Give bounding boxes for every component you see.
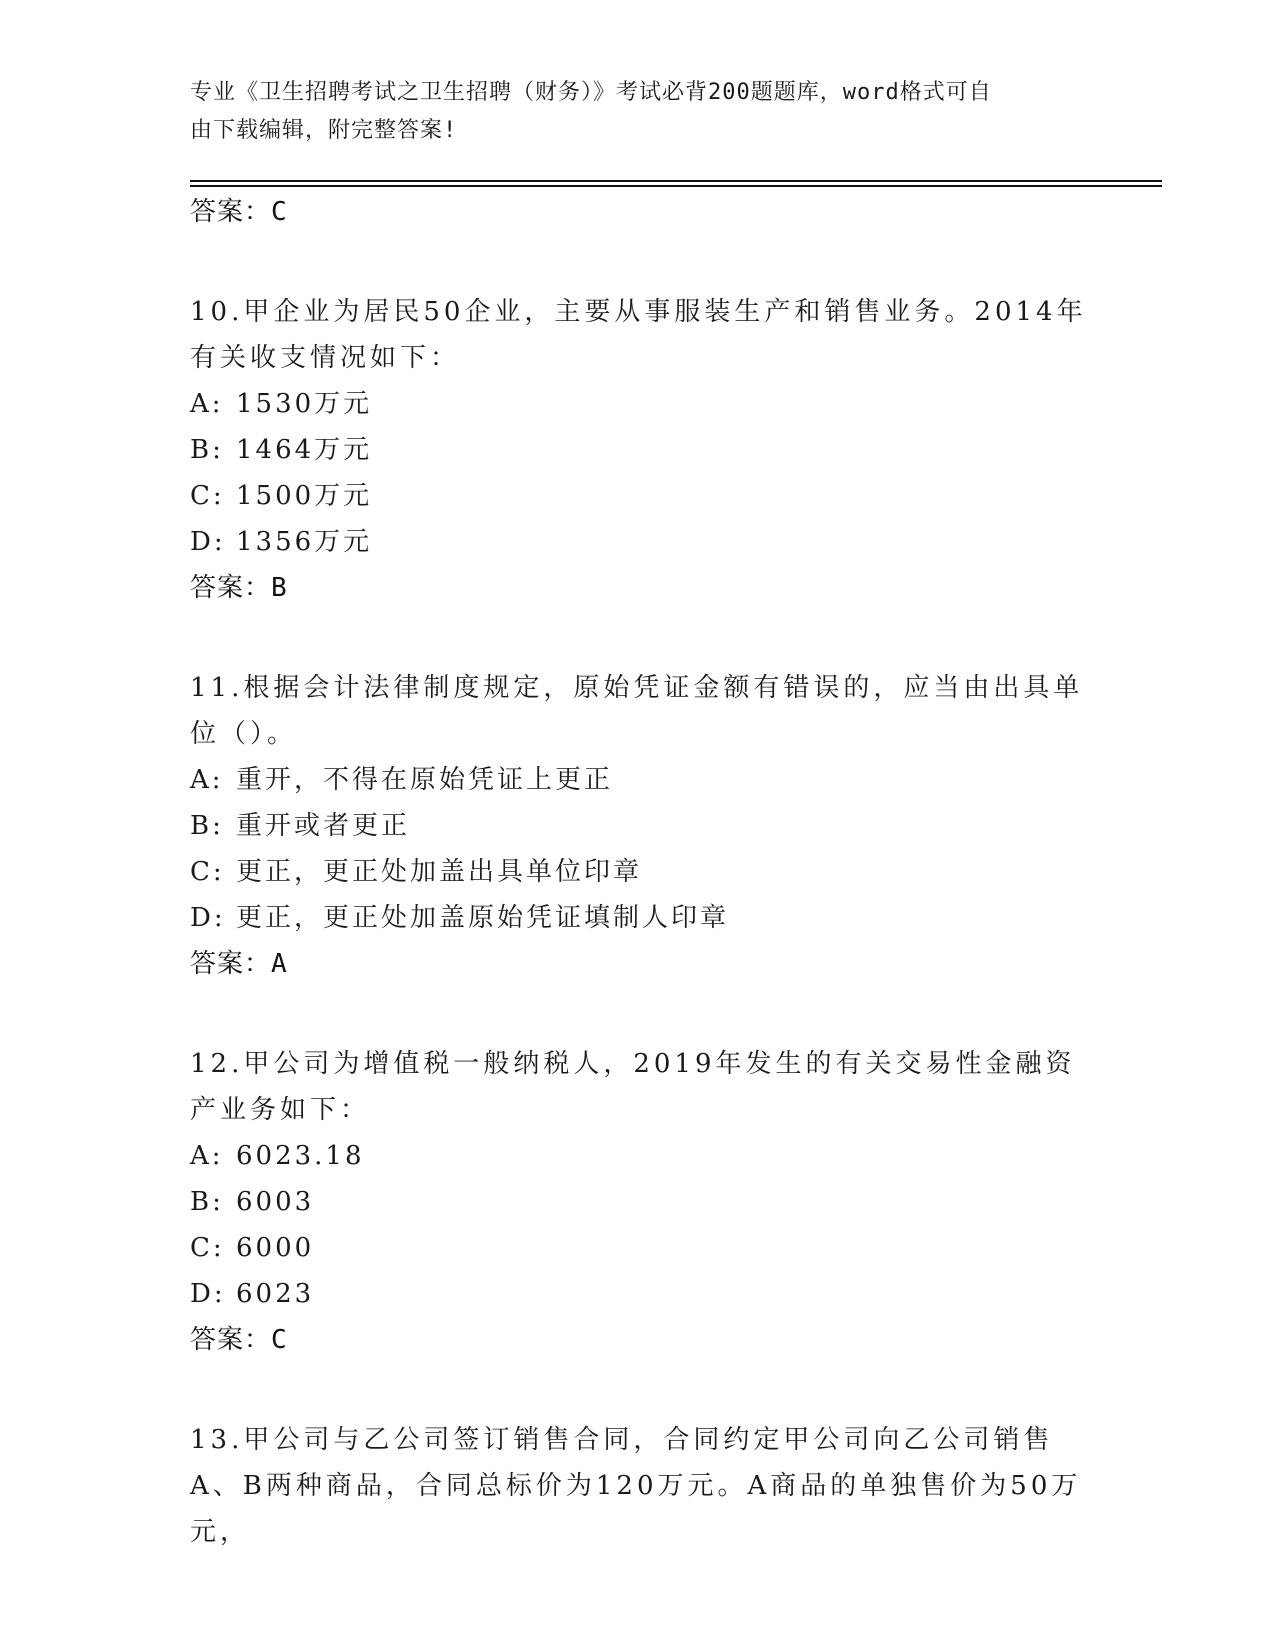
option-d [190,519,1090,565]
option-text: 6023.18 [236,1141,365,1171]
document-header [190,74,1090,150]
question-item [190,665,1090,987]
option-text: 更正，更正处加盖原始凭证填制人印章 [236,903,730,933]
option-text: 1500万元 [236,481,373,511]
option-text: 1356万元 [236,527,373,557]
answer-label: 答案：C [190,197,288,227]
option-a [190,381,1090,427]
option-text: 6003 [236,1187,315,1217]
option-c [190,1225,1090,1271]
option-text: 1530万元 [236,389,373,419]
header-divider-top [190,180,1162,182]
header-divider-bottom [190,185,1162,187]
question-stem: 12.甲公司为增值税一般纳税人，2019年发生的有关交易性金融资产业务如下： [190,1049,1076,1125]
header-line-1: 专业《卫生招聘考试之卫生招聘（财务）》考试必背200题题库，word格式可自 [190,80,992,105]
question-stem: 13.甲公司与乙公司签订销售合同，合同约定甲公司向乙公司销售A、B两种商品，合同总标价为120万元。A商品的单独售价为50万元， [190,1425,1082,1547]
option-key: B: [190,1187,224,1217]
option-key: C: [190,481,225,511]
option-a [190,757,1090,803]
option-text: 1464万元 [236,435,373,465]
option-key: C: [190,1233,225,1263]
option-key: B: [190,811,224,841]
option-c [190,473,1090,519]
option-b [190,427,1090,473]
option-text: 重开，不得在原始凭证上更正 [236,765,614,795]
option-text: 6000 [236,1233,315,1263]
question-stem: 11.根据会计法律制度规定，原始凭证金额有错误的，应当由出具单位（）。 [190,673,1084,749]
option-key: D: [190,1279,226,1309]
question-item [190,1417,1090,1555]
option-key: A: [190,1141,224,1171]
question-item [190,289,1090,611]
option-text: 6023 [236,1279,315,1309]
answer-label: 答案：B [190,573,288,603]
question-item [190,1041,1090,1363]
option-text: 更正，更正处加盖出具单位印章 [236,857,643,887]
option-key: B: [190,435,224,465]
answer-label: 答案：C [190,1325,288,1355]
question-list [190,189,1090,1555]
option-key: A: [190,765,224,795]
answer-label: 答案：A [190,949,288,979]
option-a [190,1133,1090,1179]
option-text: 重开或者更正 [236,811,411,841]
option-key: D: [190,527,226,557]
option-key: D: [190,903,226,933]
option-d [190,1271,1090,1317]
option-d [190,895,1090,941]
header-line-2: 由下载编辑，附完整答案! [190,118,458,143]
option-key: A: [190,389,224,419]
option-c [190,849,1090,895]
option-b [190,803,1090,849]
question-stem: 10.甲企业为居民50企业，主要从事服装生产和销售业务。2014年有关收支情况如下： [190,297,1087,373]
option-key: C: [190,857,225,887]
option-b [190,1179,1090,1225]
